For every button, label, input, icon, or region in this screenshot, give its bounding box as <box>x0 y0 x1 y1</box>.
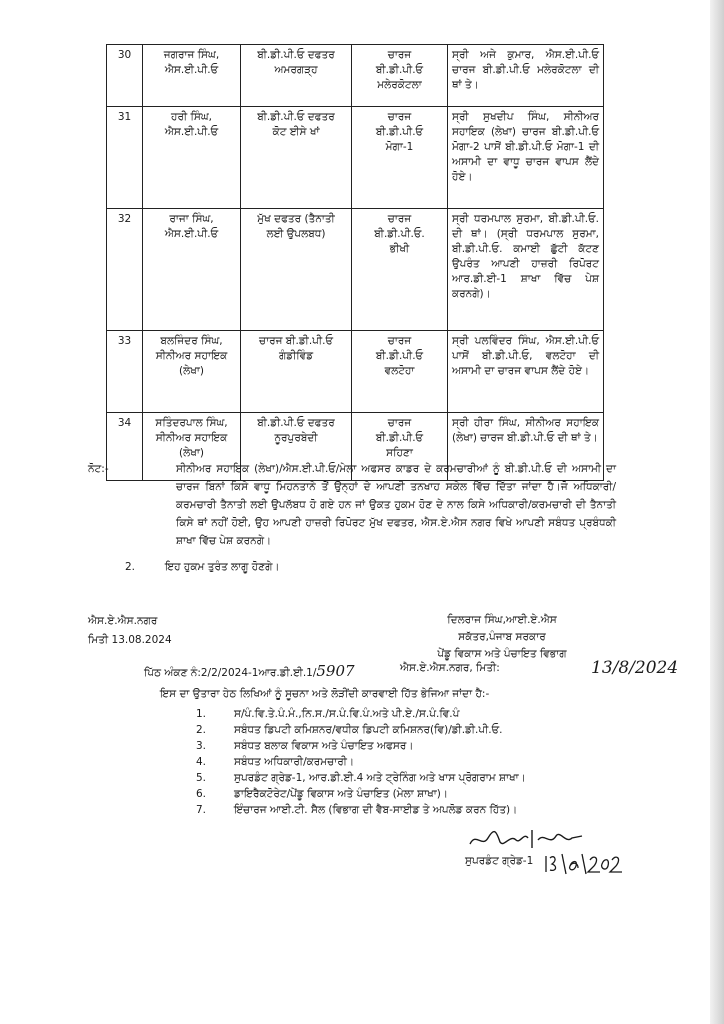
new-posting-cell: ਚਾਰਜ ਬੀ.ਡੀ.ਪੀ.ਓ ਮਲੇਰਕੋਟਲਾ <box>352 45 448 107</box>
recipient-number: 1. <box>196 708 207 720</box>
recipient-number: 6. <box>196 788 207 800</box>
recipient-number: 4. <box>196 756 207 768</box>
recipient-number: 5. <box>196 772 207 784</box>
transfer-orders-table <box>106 44 604 481</box>
paragraph-2-text: ਇਹ ਹੁਕਮ ਤੁਰੰਤ ਲਾਗੂ ਹੋਣਗੇ। <box>165 561 280 573</box>
recipient-text: ਸਬੰਧਤ ਬਲਾਕ ਵਿਕਾਸ ਅਤੇ ਪੰਚਾਇਤ ਅਫਸਰ। <box>234 740 414 752</box>
employee-name-cell: ਰਾਜਾ ਸਿੰਘ, ਐਸ.ਈ.ਪੀ.ਓ <box>143 209 241 331</box>
table-row <box>107 45 604 107</box>
current-posting-cell: ਬੀ.ਡੀ.ਪੀ.ਓ ਦਫਤਰ ਕੋਟ ਈਸੇ ਖਾਂ <box>241 107 352 209</box>
remarks-cell: ਸ੍ਰੀ ਧਰਮਪਾਲ ਸੁਰਮਾ, ਬੀ.ਡੀ.ਪੀ.ਓ. ਦੀ ਥਾਂ। (ਸ੍ਰੀ ਧਰਮਪਾਲ ਸੁਰਮਾ, ਬੀ.ਡੀ.ਪੀ.ਓ. ਕਮਾਈ ਛੁੱਟੀ ਕੱਟਣ ਉਪਰੰਤ ਆਪਣੀ ਹਾਜ਼ਰੀ ਰਿਪੋਰਟ ਆਰ.ਡੀ.ਈ-1 ਸ਼ਾਖਾ ਵਿੱਚ ਪੇਸ਼ ਕਰਨਗੇ)। <box>448 209 604 331</box>
superintendent-title: ਸੁਪਰਡੰਟ ਗ੍ਰੇਡ-1 <box>465 855 534 867</box>
handwritten-signature <box>466 826 586 852</box>
current-posting-cell: ਬੀ.ਡੀ.ਪੀ.ਓ ਦਫਤਰ ਨੂਰਪੁਰਬੇਦੀ <box>241 413 352 481</box>
remarks-cell: ਸ੍ਰੀ ਪਲਵਿੰਦਰ ਸਿੰਘ, ਐਸ.ਈ.ਪੀ.ਓ ਪਾਸੋਂ ਬੀ.ਡੀ.ਪੀ.ਓ, ਵਲਟੋਹਾ ਦੀ ਅਸਾਮੀ ਦਾ ਚਾਰਜ ਵਾਪਸ ਲੈਂਦੇ ਹੋਏ। <box>448 331 604 413</box>
employee-name-cell: ਬਲਜਿੰਦਰ ਸਿੰਘ, ਸੀਨੀਅਰ ਸਹਾਇਕ (ਲੇਖਾ) <box>143 331 241 413</box>
employee-name-cell: ਸਤਿੰਦਰਪਾਲ ਸਿੰਘ, ਸੀਨੀਅਰ ਸਹਾਇਕ (ਲੇਖਾ) <box>143 413 241 481</box>
current-posting-cell: ਚਾਰਜ ਬੀ.ਡੀ.ਪੀ.ਓ ਗੰਡੀਵਿੰਡ <box>241 331 352 413</box>
remarks-cell: ਸ੍ਰੀ ਹੀਰਾ ਸਿੰਘ, ਸੀਨੀਅਰ ਸਹਾਇਕ (ਲੇਖਾ) ਚਾਰਜ ਬੀ.ਡੀ.ਪੀ.ਓ ਦੀ ਥਾਂ ਤੇ। <box>448 413 604 481</box>
table-row <box>107 209 604 331</box>
paragraph-2-number: 2. <box>125 561 136 573</box>
recipient-text: ਸ/ਪੰ.ਵਿ.ਤੇ.ਪੰ.ਮੰ.,ਨਿ.ਸ./ਸ.ਪੰ.ਵਿ.ਪੰ.ਅਤੇ ਪੀ.ਏ./ਸ.ਪੰ.ਵਿ.ਪੰ <box>234 708 460 720</box>
handwritten-signature-date <box>544 852 626 876</box>
serial-number-cell: 34 <box>107 413 143 481</box>
issuing-date: ਮਿਤੀ 13.08.2024 <box>88 634 172 646</box>
recipient-text: ਡਾਇਰੈਕਟੋਰੇਟ/ਪੇਂਡੂ ਵਿਕਾਸ ਅਤੇ ਪੰਚਾਇਤ (ਮੇਲਾ ਸ਼ਾਖਾ)। <box>234 788 448 800</box>
issuing-place: ਐਸ.ਏ.ਐਸ.ਨਗਰ <box>88 615 158 627</box>
new-posting-cell: ਚਾਰਜ ਬੀ.ਡੀ.ਪੀ.ਓ ਮੋਗਾ-1 <box>352 107 448 209</box>
new-posting-cell: ਚਾਰਜ ਬੀ.ਡੀ.ਪੀ.ਓ ਸਹਿਣਾ <box>352 413 448 481</box>
serial-number-cell: 31 <box>107 107 143 209</box>
current-posting-cell: ਬੀ.ਡੀ.ਪੀ.ਓ ਦਫਤਰ ਅਮਰਗੜ੍ਹ <box>241 45 352 107</box>
table-row <box>107 107 604 209</box>
note-text: ਸੀਨੀਅਰ ਸਹਾਇਕ (ਲੇਖਾ)/ਐਸ.ਈ.ਪੀ.ਓ/ਮੇਲਾ ਅਫਸਰ ਕਾਡਰ ਦੇ ਕਰਮਚਾਰੀਆਂ ਨੂੰ ਬੀ.ਡੀ.ਪੀ.ਓ ਦੀ ਅਸਾਮੀ ਦਾ ਚਾਰਜ ਬਿਨਾਂ ਕਿਸੇ ਵਾਧੂ ਮਿਹਨਤਾਨੇ ਤੋਂ ਉਨ੍ਹਾਂ ਦੇ ਆਪਣੀ ਤਨਖਾਹ ਸਕੇਲ ਵਿੱਚ ਦਿੱਤਾ ਜਾਂਦਾ ਹੈ।ਜੋ ਅਧਿਕਾਰੀ/ਕਰਮਚਾਰੀ ਤੈਨਾਤੀ ਲਈ ਉਪਲੱਬਧ ਹੋ ਗਏ ਹਨ ਜਾਂ ਉਕਤ ਹੁਕਮ ਹੋਣ ਦੇ ਨਾਲ ਕਿਸੇ ਅਧਿਕਾਰੀ/ਕਰਮਚਾਰੀ ਦੀ ਤੈਨਾਤੀ ਕਿਸੇ ਥਾਂ ਨਹੀਂ ਹੋਈ, ਉਹ ਆਪਣੀ ਹਾਜ਼ਰੀ ਰਿਪੋਰਟ ਮੁੱਖ ਦਫਤਰ, ਐਸ.ਏ.ਐਸ ਨਗਰ ਵਿਖੇ ਆਪਣੀ ਸਬੰਧਤ ਪ੍ਰਬੰਧਕੀ ਸ਼ਾਖਾ ਵਿੱਚ ਪੇਸ਼ ਕਰਨਗੇ। <box>176 463 616 547</box>
page-edge <box>710 0 724 1024</box>
endorsement-intro: ਇਸ ਦਾ ਉਤਾਰਾ ਹੇਠ ਲਿਖਿਆਂ ਨੂੰ ਸੂਚਨਾ ਅਤੇ ਲੋੜੀਂਦੀ ਕਾਰਵਾਈ ਹਿੱਤ ਭੇਜਿਆ ਜਾਂਦਾ ਹੈ:- <box>160 688 490 700</box>
endorsement-prefix: ਪਿੱਠ ਅੰਕਣ ਨੰ:2/2/2024-1ਆਰ.ਡੀ.ਈ.1/ <box>144 667 317 679</box>
endorsement-number: 5907 <box>316 662 355 680</box>
signatory-block <box>412 612 592 663</box>
remarks-cell: ਸ੍ਰੀ ਅਜੇ ਕੁਮਾਰ, ਐਸ.ਈ.ਪੀ.ਓ ਚਾਰਜ ਬੀ.ਡੀ.ਪੀ.ਓ ਮਲੇਰਕੋਟਲਾ ਦੀ ਥਾਂ ਤੇ। <box>448 45 604 107</box>
endorsement-place-date: ਐਸ.ਏ.ਐਸ.ਨਗਰ, ਮਿਤੀ: <box>400 662 500 674</box>
recipient-number: 7. <box>196 804 207 816</box>
recipient-text: ਇੰਚਾਰਜ ਆਈ.ਟੀ. ਸੈਲ (ਵਿਭਾਗ ਦੀ ਵੈਬ-ਸਾਈਡ ਤੇ ਅਪਲੋਡ ਕਰਨ ਹਿੱਤ)। <box>234 804 518 816</box>
serial-number-cell: 30 <box>107 45 143 107</box>
employee-name-cell: ਜਗਰਾਜ ਸਿੰਘ, ਐਸ.ਈ.ਪੀ.ਓ <box>143 45 241 107</box>
endorsement-handwritten-date: 13/8/2024 <box>591 658 679 678</box>
recipient-text: ਸਬੰਧਤ ਡਿਪਟੀ ਕਮਿਸ਼ਨਰ/ਵਧੀਕ ਡਿਪਟੀ ਕਮਿਸ਼ਨਰ(ਵਿ)/ਡੀ.ਡੀ.ਪੀ.ਓ. <box>234 724 503 736</box>
employee-name-cell: ਹਰੀ ਸਿੰਘ, ਐਸ.ਈ.ਪੀ.ਓ <box>143 107 241 209</box>
remarks-cell: ਸ੍ਰੀ ਸੁਖਦੀਪ ਸਿੰਘ, ਸੀਨੀਅਰ ਸਹਾਇਕ (ਲੇਖਾ) ਚਾਰਜ ਬੀ.ਡੀ.ਪੀ.ਓ ਮੋਗਾ-2 ਪਾਸੋਂ ਬੀ.ਡੀ.ਪੀ.ਓ ਮੋਗਾ-1 ਦੀ ਅਸਾਮੀ ਦਾ ਵਾਧੂ ਚਾਰਜ ਵਾਪਸ ਲੈਂਦੇ ਹੋਏ। <box>448 107 604 209</box>
recipient-number: 2. <box>196 724 207 736</box>
serial-number-cell: 32 <box>107 209 143 331</box>
serial-number-cell: 33 <box>107 331 143 413</box>
signatory-post: ਸਕੱਤਰ,ਪੰਜਾਬ ਸਰਕਾਰ <box>458 631 546 643</box>
table-row <box>107 331 604 413</box>
recipient-text: ਸੁਪਰਡੰਟ ਗ੍ਰੇਡ-1, ਆਰ.ਡੀ.ਈ.4 ਅਤੇ ਟ੍ਰੇਨਿੰਗ ਅਤੇ ਖਾਸ ਪ੍ਰੋਗਰਾਮ ਸ਼ਾਖਾ। <box>234 772 526 784</box>
note-label: ਨੋਟ:- <box>88 463 109 475</box>
signatory-name: ਦਿਲਰਾਜ ਸਿੰਘ,ਆਈ.ਏ.ਐਸ <box>447 614 557 626</box>
issuing-place-date <box>88 612 172 650</box>
signatory-department: ਪੇਂਡੂ ਵਿਕਾਸ ਅਤੇ ਪੰਚਾਇਤ ਵਿਭਾਗ <box>437 648 567 660</box>
new-posting-cell: ਚਾਰਜ ਬੀ.ਡੀ.ਪੀ.ਓ. ਭੀਖੀ <box>352 209 448 331</box>
current-posting-cell: ਮੁੱਖ ਦਫਤਰ (ਤੈਨਾਤੀ ਲਈ ਉਪਲਬਧ) <box>241 209 352 331</box>
endorsement-reference <box>144 658 679 680</box>
recipient-text: ਸਬੰਧਤ ਅਧਿਕਾਰੀ/ਕਰਮਚਾਰੀ। <box>234 756 355 768</box>
new-posting-cell: ਚਾਰਜ ਬੀ.ਡੀ.ਪੀ.ਓ ਵਲਟੋਹਾ <box>352 331 448 413</box>
recipient-number: 3. <box>196 740 207 752</box>
